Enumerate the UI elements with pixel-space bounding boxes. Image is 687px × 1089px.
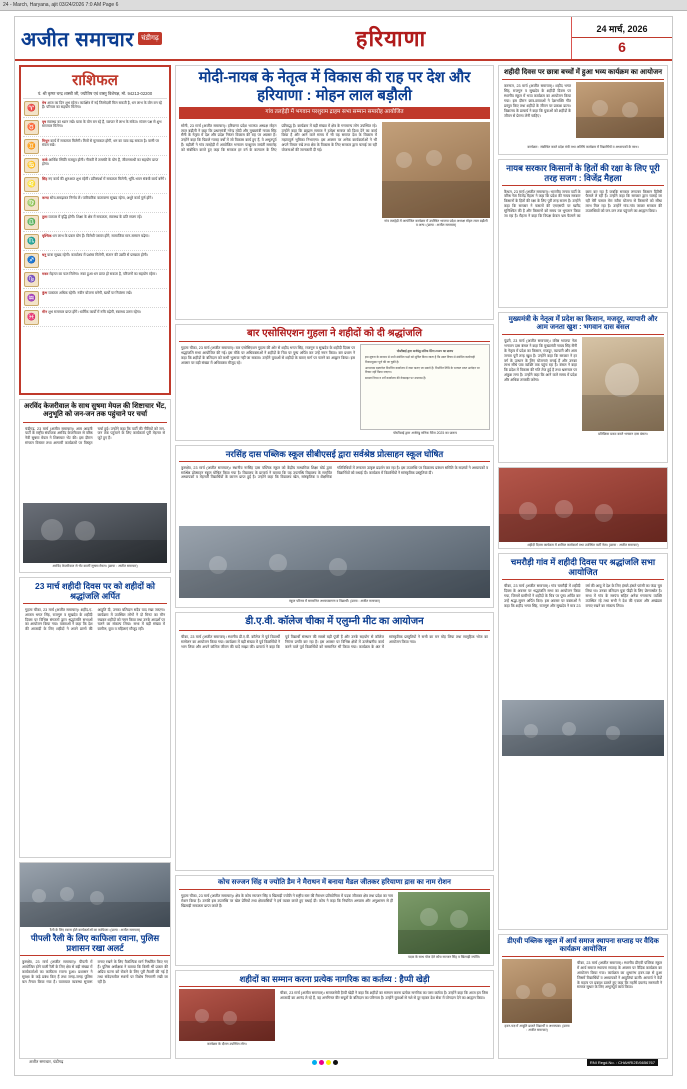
zodiac-virgo-icon: ♍	[24, 196, 39, 211]
notice-line: इस सूचना के माध्यम से सभी संबंधित पक्षों को सूचित किया जाता है कि उक्त विषय से संबंधित कार्यवाही नियमानुसार पूर्ण की जा चुकी है।	[365, 355, 475, 364]
article-body: गुहला चीका, 23 मार्च (अजीत समाचार)। शहीद-ए-आजम भगत सिंह, राजगुरु व सुखदेव के शहीदी दिवस पर विभिन्न संगठनों द्वारा श्रद्धांजलि सभाओं का आयोजन किया गया। वक्ताओं ने कहा कि देश की आजादी के लिए शहीदों ने अपने प्राणों की आहुति दी, उनका बलिदान सदैव याद रखा जाएगा। कार्यक्रम में उपस्थित लोगों ने दो मिनट का मौन रखकर शहीदों को नमन किया तथा उनके आदर्शों पर चलने का संकल्प लिया। सभा में बड़ी संख्या में ग्रामीण, युवा व महिलाएं मौजूद रहीं।	[25, 607, 165, 632]
article-subhead: गांव तलहेड़ी में भगवान परशुराम द्राहम सभा सम्मान समारोह आयोजित	[179, 107, 490, 118]
masthead	[15, 17, 672, 61]
article-photo	[398, 892, 490, 954]
photo-caption: कार्यक्रम के दौरान उपस्थित लोग।	[207, 1042, 247, 1046]
article-headline: डीएवी पब्लिक स्कूल में आर्य समाज स्थापना सप्ताह पर वैदिक कार्यक्रम आयोजित	[507, 937, 659, 953]
zodiac-libra-icon: ♎	[24, 215, 39, 230]
article-photo	[382, 122, 490, 218]
column-left	[19, 65, 171, 1059]
newspaper-sheet	[14, 16, 673, 1076]
state-edition-title: हरियाणा	[355, 26, 427, 51]
list-item	[23, 156, 167, 175]
article-photo	[23, 503, 167, 563]
article-kejriwal	[19, 399, 171, 573]
article-body: गुहला चीका, 23 मार्च (अजीत समाचार)। बार एसोसिएशन गुहला की ओर से शहीद भगत सिंह, राजगुरु व सुखदेव के शहीदी दिवस पर श्रद्धांजलि सभा आयोजित की गई। इस मौके पर अधिवक्ताओं ने शहीदों के चित्र पर पुष्प अर्पित कर उन्हें नमन किया। बार प्रधान ने कहा कि शहीदों के बलिदान को कभी भुलाया नहीं जा सकता। उन्होंने युवाओं से शहीदों के बताए मार्ग पर चलने का आह्वान किया। इस अवसर पर बड़ी संख्या में अधिवक्ता मौजूद रहे।	[181, 346, 355, 366]
issue-date: 24 मार्च, 2026	[572, 20, 672, 38]
photo-caption: रैली के लिए रवाना होते कार्यकर्ताओं का काफिला। (छाया : अजीत समाचार)	[49, 927, 141, 932]
divider	[179, 461, 490, 462]
notice-line: आवश्यक दस्तावेज निर्धारित कार्यालय में जमा कराए जा सकते हैं। निर्धारित तिथि के पश्चात प्राप्त आवेदन पर विचार नहीं किया जाएगा।	[365, 365, 480, 374]
yellow-dot	[326, 1060, 331, 1065]
masthead-center	[211, 17, 571, 59]
divider	[23, 422, 167, 423]
article-shaheed-samman	[175, 970, 494, 1059]
divider	[502, 334, 664, 335]
masthead-left	[15, 17, 211, 59]
article-body: करनाल, 23 मार्च (अजीत समाचार)। शहीद भगत सिंह, राजगुरु व सुखदेव के शहीदी दिवस पर स्थानीय स्कूल में भव्य कार्यक्रम का आयोजन किया गया। इस दौरान छात्र-छात्राओं ने देशभक्ति गीत प्रस्तुत किए तथा शहीदों के जीवन पर प्रकाश डाला। विद्यालय के प्राचार्य ने कहा कि युवाओं को शहीदों के जीवन से प्रेरणा लेनी चाहिए।	[504, 84, 571, 118]
photo-caption: स्कूल परिसर में सम्मानित अध्यापकगण व विद्यार्थी। (छाया : अजीत समाचार)	[289, 598, 380, 603]
article-dav-college	[175, 612, 494, 871]
registration-number: RNI Regd.No. : CHAHRI2E/6656767	[587, 1059, 658, 1066]
rashifal-text: तुला व्यापार में वृद्धि होगी। शिक्षा के क्षेत्र में सफलता, स्वास्थ्य के प्रति सजग रहें।	[42, 214, 142, 219]
samman-content	[179, 989, 490, 1055]
page-columns	[15, 61, 672, 1063]
article-cpi	[498, 467, 668, 549]
zodiac-leo-icon: ♌	[24, 177, 39, 192]
zodiac-aries-icon: ♈	[24, 101, 39, 116]
article-headline: शहीदी दिवस पर छात्रा बच्चों में हुआ भव्य कार्यक्रम का आयोजन	[503, 69, 663, 76]
photo-caption: पदक के साथ पोज देते कोच सज्जन सिंह व खिलाड़ी ज्योति।	[407, 954, 481, 959]
list-item	[23, 137, 167, 156]
article-body: कुरुक्षेत्र, 23 मार्च (अजीत समाचार)। पीपली में आयोजित होने वाली रैली के लिए क्षेत्र से बड़ी संख्या में कार्यकर्ताओं का काफिला रवाना हुआ। प्रशासन ने सुरक्षा के कड़े प्रबंध किए हैं तथा जगह-जगह पुलिस बल तैनात किया गया है। यातायात व्यवस्था सुचारू बनाए रखने के लिए वैकल्पिक मार्ग निर्धारित किए गए हैं। पुलिस अधीक्षक ने बताया कि किसी भी प्रकार की अप्रिय घटना को रोकने के लिए पूरी तैयारी की गई है तथा संवेदनशील स्थानों पर विशेष निगरानी रखी जा रही है।	[22, 960, 168, 984]
zodiac-capricorn-icon: ♑	[24, 272, 39, 287]
article-nayab-sarkar	[498, 159, 668, 308]
black-dot	[333, 1060, 338, 1065]
article-bar-association	[175, 324, 494, 441]
paper-title: अजीत समाचार	[21, 28, 134, 51]
edition-city-badge: चंडीगढ़	[138, 32, 162, 45]
rashifal-text: धनु यात्रा सुखद रहेगी। कार्यालय में प्रशंसा मिलेगी, संतान की उन्नति से प्रसन्नता होगी।	[42, 252, 148, 257]
photo-caption: अरविंद केजरीवाल से भेंट करतीं सुषमा मेयल। (छाया : अजीत समाचार)	[52, 563, 138, 568]
magenta-dot	[319, 1060, 324, 1065]
article-photo	[499, 468, 667, 542]
zodiac-pisces-icon: ♓	[24, 310, 39, 325]
article-headline: नरसिंह दास पब्लिक स्कूल सीबीएसई द्वारा सर्वश्रेष्ठ प्रोत्साहन स्कूल घोषित	[225, 448, 444, 459]
cm-content	[502, 337, 664, 459]
page-number: 6	[618, 39, 626, 55]
photo-caption: कार्यक्रम : संबोधित करते प्रदेश मंत्री तथा अतिथि कार्यक्रम में विद्यार्थियों व अध्यापकों के साथ।	[527, 145, 639, 150]
article-headline: 23 मार्च शहीदी दिवस पर को शहीदों को श्रद्धांजलि अर्पित	[34, 580, 156, 601]
zodiac-taurus-icon: ♉	[24, 120, 39, 135]
rashifal-subtitle: पं. श्री कृष्ण चन्द्र शास्त्री जी, ज्योतिष एवं वास्तु विशेषज्ञ, मो. 94213-02200	[23, 91, 167, 99]
article-photo	[576, 82, 664, 138]
notice-title: पोस्टीबाई द्वारा अर्जमंडु सनिक मैटेरा 2025 का प्रारूप	[396, 349, 454, 354]
list-item	[23, 308, 167, 327]
article-headline: पीपली रैली के लिए काफिला रवाना, पुलिस प्रशासन रखा अलर्ट	[30, 932, 160, 953]
rashifal-box	[19, 65, 171, 395]
divider	[20, 955, 170, 956]
article-body: कैथल, 23 मार्च (अजीत समाचार)। भारतीय जनता पार्टी के वरिष्ठ नेता विजेंद्र मैहला ने कहा कि प्रदेश की नायब सरकार किसानों के हितों की रक्षा के लिए पूरी तरह सजग है। उन्होंने कहा कि सरकार ने फसलों की एमएसपी पर खरीद सुनिश्चित की है और किसानों को समय पर भुगतान किया जा रहा है। मैहला ने कहा कि विपक्ष केवल भ्रम फैलाने का काम कर रहा है जबकि सरकार लगातार किसान हितैषी फैसले ले रही है। उन्होंने कहा कि सरकार द्वारा चलाई जा रही मेरी फसल मेरा ब्यौरा योजना से किसानों को सीधा लाभ मिल रहा है। उन्होंने गांव-गांव जाकर सरकार की उपलब्धियों को जन-जन तक पहुंचाने का आह्वान किया।	[504, 189, 662, 218]
article-headline: डी.ए.वी. कॉलेज चीका में एलुम्नी मीट का आयोजन	[245, 615, 424, 627]
article-march23	[19, 577, 171, 858]
notice-document	[360, 344, 490, 430]
article-shahidi-school	[498, 65, 668, 155]
article-headline: कोच सज्जन सिंह व ज्योति डैम ने मैराथन में बनाया मैडल जीतकर हरियाणा द्रास का नाम रोशन	[218, 878, 451, 886]
footer-left-text: अजीत समाचार, चंडीगढ़	[29, 1059, 64, 1064]
article-dipo-dav	[498, 934, 668, 1060]
article-koach	[175, 875, 494, 966]
zodiac-aquarius-icon: ♒	[24, 291, 39, 306]
column-center	[175, 65, 494, 1059]
divider	[23, 603, 167, 604]
divider	[502, 579, 664, 580]
article-headline: शहीदों का सम्मान करना प्रत्येक नागरिक का कर्तव्य : हैप्पी खेड़ी	[239, 973, 430, 984]
rashifal-text: वृष स्वास्थ्य का ध्यान रखें। यात्रा के योग बन रहे हैं, व्यापार में लाभ के संकेत। संतान पक्ष से शुभ समाचार मिलेगा।	[42, 119, 162, 129]
article-body: चीका, 23 मार्च (अजीत समाचार)। गांव चमरौड़ी में शहीदी दिवस के अवसर पर श्रद्धांजलि सभा का आयोजन किया गया, जिसमें ग्रामीणों ने शहीदों के चित्र पर पुष्प अर्पित कर उन्हें श्रद्धा-सुमन अर्पित किए। इस अवसर पर वक्ताओं ने कहा कि शहीद भगत सिंह, राजगुरु और सुखदेव ने मात्र 23 वर्ष की आयु में देश के लिए हंसते-हंसते फांसी का फंदा चूम लिया था। उनका बलिदान युवा पीढ़ी के लिए प्रेरणास्रोत है। सभा में गांव के सरपंच सहित अनेक गणमान्य व्यक्ति उपस्थित रहे तथा सभी ने देश की एकता और अखंडता बनाए रखने का संकल्प लिया।	[504, 584, 662, 608]
rashifal-text: कन्या सोच-समझकर निर्णय लें। पारिवारिक वातावरण सुखद रहेगा, अधूरे कार्य पूर्ण होंगे।	[42, 195, 153, 200]
photo-caption: शहीदी दिवस कार्यक्रम में शामिल कार्यकर्ता तथा उपस्थित पार्टी नेता। (छाया : अजीत समाचार)	[527, 543, 639, 548]
rashifal-text: वृश्चिक धन लाभ के प्रबल योग हैं। विरोधी परास्त होंगे, सामाजिक मान-सम्मान बढ़ेगा।	[42, 233, 150, 238]
list-item	[23, 251, 167, 270]
article-photo	[179, 526, 490, 598]
article-lead	[175, 65, 494, 320]
column-right	[498, 65, 668, 1059]
article-headline: मुख्यमंत्री के नेतृत्व में प्रदेश का किसान, मजदूर, व्यापारी और आम जनता खुश : भगवान दास बंसल	[508, 315, 658, 331]
article-chamrauli	[498, 553, 668, 929]
shahidi-content	[502, 82, 664, 144]
rashifal-text: मकर मेहनत का फल मिलेगा। रुका हुआ धन प्राप्त हो सकता है, परिजनों का सहयोग रहेगा।	[42, 271, 157, 276]
article-headline: नायब सरकार किसानों के हितों की रक्षा के लिए पूरी तरह सजग : विजेंद्र मैहला	[506, 162, 660, 183]
divider	[502, 79, 664, 80]
article-body: सोनी, 23 मार्च (अजीत समाचार)। हरियाणा प्रदेश भाजपा अध्यक्ष मोहन लाल बड़ौली ने कहा कि प्रधानमंत्री नरेन्द्र मोदी और मुख्यमंत्री नायब सिंह सैनी के नेतृत्व में देश और प्रदेश निरंतर विकास की राह पर अग्रसर है। उन्होंने कहा कि पिछले ग्यारह वर्षों में जो विकास कार्य हुए हैं, वे अभूतपूर्व हैं। बड़ौली ने गांव तलहेड़ी में आयोजित भगवान परशुराम जयंती समारोह को संबोधित करते हुए कहा कि सरकार हर वर्ग के कल्याण के लिए प्रतिबद्ध है। कार्यक्रम में बड़ी संख्या में क्षेत्र के गणमान्य लोग उपस्थित रहे। उन्होंने कहा कि ब्राह्मण समाज ने हमेशा समाज को दिशा देने का कार्य किया है और आने वाले समय में भी यह समाज देश के विकास में महत्वपूर्ण भूमिका निभाएगा। इस अवसर पर अनेक कार्यकर्ताओं ने भी अपने विचार रखे तथा क्षेत्र के विकास के लिए सरकार द्वारा चलाई जा रही योजनाओं की जानकारी दी गई।	[181, 123, 377, 153]
rashifal-text: कर्क आर्थिक स्थिति मजबूत होगी। नौकरी में तरक्की के योग हैं, जीवनसाथी का सहयोग प्राप्त होगा।	[42, 157, 159, 167]
notice-caption: पोस्टीबाई द्वारा अर्जमंडु सनिक मैटेरा 2025 का प्रारूप	[393, 431, 457, 436]
masthead-right	[571, 17, 672, 59]
list-item	[23, 213, 167, 232]
rashifal-text: सिंह नए कार्य की शुरुआत शुभ रहेगी। प्रतिस्पर्धा में सफलता मिलेगी, भूमि-भवन संबंधी कार्य बनेंगे।	[42, 176, 166, 181]
article-body: गुहला चीका, 23 मार्च (अजीत समाचार)। क्षेत्र के कोच सज्जन सिंह व खिलाड़ी ज्योति ने राष्ट्रीय स्तर की मैराथन प्रतियोगिता में पदक जीतकर क्षेत्र तथा प्रदेश का नाम रोशन किया है। उनकी इस उपलब्धि पर खेल प्रेमियों तथा क्षेत्रवासियों ने हर्ष व्यक्त करते हुए बधाई दी। कोच ने कहा कि नियमित अभ्यास और अनुशासन से ही खिलाड़ी सफलता प्राप्त करते हैं।	[181, 893, 393, 908]
article-headline: बार एसोसिएशन गुहला ने शहीदों को दी श्रद्धांजलि	[246, 327, 423, 339]
rashifal-text: मिथुन कार्य में सफलता मिलेगी। मित्रों से मुलाकात होगी, धन का व्यय बढ़ सकता है। वाणी पर संयम रखें।	[42, 138, 159, 148]
rashifal-text: मीन शुभ समाचार प्राप्त होंगे। धार्मिक कार्यों में रुचि बढ़ेगी, स्वास्थ्य उत्तम रहेगा।	[42, 309, 142, 314]
article-body: कुरुक्षेत्र, 23 मार्च (अजीत समाचार)। स्थानीय नरसिंह दास पब्लिक स्कूल को केंद्रीय माध्यमिक शिक्षा बोर्ड द्वारा सर्वश्रेष्ठ प्रोत्साहन स्कूल घोषित किया गया है। विद्यालय के प्राचार्य ने बताया कि यह उपलब्धि विद्यालय के समर्पित अध्यापकों व मेहनती विद्यार्थियों के कारण प्राप्त हुई है। उन्होंने कहा कि विद्यालय खेल, सांस्कृतिक व शैक्षणिक गतिविधियों में लगातार उत्कृष्ट प्रदर्शन कर रहा है। इस उपलब्धि पर विद्यालय प्रबंधन समिति के सदस्यों ने अध्यापकों व विद्यार्थियों को बधाई दी। कार्यक्रम में विद्यार्थियों ने सांस्कृतिक प्रस्तुतियां दीं।	[181, 465, 488, 480]
photo-caption: प्रतिक्रिया प्रकट करते भगवान दास बंसल।	[598, 432, 648, 437]
zodiac-scorpio-icon: ♏	[24, 234, 39, 249]
list-item	[23, 232, 167, 251]
photo-caption: हवन-यज्ञ में आहुति डालते विद्यार्थी व अध्यापक। (छाया : अजीत समाचार)	[504, 1024, 570, 1033]
article-headline: अरविंद केजरीवाल के साथ सुषमा मेयल की शिष्टाचार भेंट, अनुभूति को जन-जन तक पहुंचाने पर चर्चा	[23, 403, 167, 419]
zodiac-cancer-icon: ♋	[24, 158, 39, 173]
divider	[179, 630, 490, 631]
list-item	[23, 99, 167, 118]
divider	[179, 341, 490, 342]
rashifal-title: राशिफल	[72, 72, 118, 89]
article-photo	[20, 863, 170, 927]
divider	[502, 185, 664, 186]
rashifal-text: कुंभ व्यस्तता अधिक रहेगी। नवीन योजना बनेगी, खर्चों पर नियंत्रण रखें।	[42, 290, 132, 295]
bar-content	[179, 344, 490, 436]
article-photo	[502, 700, 664, 756]
article-photo	[179, 989, 275, 1041]
article-headline: मोदी-नायब के नेतृत्व में विकास की राह पर देश और हरियाणा : मोहन लाल बड़ौली	[198, 69, 471, 104]
article-body: चंडीगढ़, 23 मार्च (अजीत समाचार)। आम आदमी पार्टी के राष्ट्रीय संयोजक अरविंद केजरीवाल से वरिष्ठ नेत्री सुषमा मेयल ने शिष्टाचार भेंट की। इस दौरान संगठन विस्तार तथा आगामी कार्यक्रमों पर विस्तृत चर्चा हुई। उन्होंने कहा कि पार्टी की नीतियों को जन-जन तक पहुंचाने के लिए कार्यकर्ता पूरी मेहनत से जुटे हुए हैं।	[25, 426, 165, 446]
article-headline: चमरौड़ी गांव में शहीदी दिवस पर श्रद्धांजलि सभा आयोजित	[510, 557, 656, 578]
list-item	[23, 270, 167, 289]
article-body: चीका, 23 मार्च (अजीत समाचार)। स्थानीय डीएवी पब्लिक स्कूल में आर्य समाज स्थापना सप्ताह के अवसर पर वैदिक कार्यक्रम का आयोजन किया गया। कार्यक्रम का शुभारंभ हवन-यज्ञ से हुआ जिसमें विद्यार्थियों व अध्यापकों ने आहुतियां डालीं। आचार्य ने वेदों के महत्व पर प्रकाश डालते हुए कहा कि महर्षि दयानंद सरस्वती ने समाज सुधार के लिए अभूतपूर्व कार्य किया।	[577, 961, 662, 990]
koach-content	[179, 892, 490, 962]
article-photo	[502, 959, 572, 1023]
divider	[179, 986, 490, 987]
divider	[502, 956, 664, 957]
list-item	[23, 289, 167, 308]
notice-line: समस्त नियम व शर्तें कार्यालय की वेबसाइट पर उपलब्ध हैं।	[365, 375, 427, 380]
list-item	[23, 175, 167, 194]
lead-content	[179, 122, 490, 316]
photo-caption: गांव तलहेड़ी में आयोजित कार्यक्रम में उपस्थित भाजपा प्रदेश अध्यक्ष मोहन लाल बड़ौली व अन्य। (छाया : अजीत समाचार)	[384, 218, 488, 227]
browser-tab-bar	[0, 0, 687, 11]
browser-tab-title: 24 - March, Haryana, ajit 03/24/2026 7:0 AM Page 6	[3, 2, 119, 8]
cyan-dot	[312, 1060, 317, 1065]
article-body: पूंडरी, 23 मार्च (अजीत समाचार)। वरिष्ठ भाजपा नेता भगवान दास बंसल ने कहा कि मुख्यमंत्री नायब सिंह सैनी के नेतृत्व में प्रदेश का किसान, मजदूर, व्यापारी और आम जनता पूरी तरह खुश है। उन्होंने कहा कि सरकार ने हर वर्ग के उत्थान के लिए योजनाएं बनाई हैं और उनका लाभ सीधे पात्र व्यक्ति तक पहुंच रहा है। बंसल ने कहा कि प्रदेश में विकास की गति तेज हुई है तथा भ्रष्टाचार पर अंकुश लगा है। उन्होंने कहा कि आने वाले समय में प्रदेश और अधिक तरक्की करेगा।	[504, 339, 577, 383]
divider	[179, 889, 490, 890]
article-mukhyamantri	[498, 312, 668, 464]
article-peepli	[19, 862, 171, 1059]
zodiac-gemini-icon: ♊	[24, 139, 39, 154]
zodiac-sagittarius-icon: ♐	[24, 253, 39, 268]
color-registration-marks	[312, 1060, 338, 1065]
page-footer	[29, 1055, 658, 1069]
dipo-content	[502, 959, 664, 1055]
article-narsingh-school	[175, 445, 494, 608]
list-item	[23, 118, 167, 137]
list-item	[23, 194, 167, 213]
article-body: चीका, 23 मार्च (अजीत समाचार)। समाजसेवी हैप्पी खेड़ी ने कहा कि शहीदों का सम्मान करना प्रत्येक नागरिक का परम कर्तव्य है। उन्होंने कहा कि आज हम जिस आजादी का आनंद ले रहे हैं, वह अनगिनत वीर सपूतों के बलिदान का परिणाम है। उन्होंने युवाओं से नशे से दूर रहकर देश सेवा में योगदान देने का आह्वान किया।	[280, 991, 488, 1000]
rashifal-text: मेष आज का दिन शुभ रहेगा। कार्यक्षेत्र में नई जिम्मेदारी मिल सकती है, धन लाभ के योग बन रहे हैं। परिवार का सहयोग मिलेगा।	[42, 100, 162, 110]
article-body: चीका, 23 मार्च (अजीत समाचार)। स्थानीय डी.ए.वी. कॉलेज में पूर्व विद्यार्थी सम्मेलन का आयोजन किया गया। कार्यक्रम में बड़ी संख्या में पूर्व विद्यार्थियों ने भाग लिया और अपने कॉलेज जीवन की यादें साझा कीं। प्राचार्य ने कहा कि पूर्व विद्यार्थी संस्थान की सबसे बड़ी पूंजी हैं और उनके सहयोग से कॉलेज निरंतर प्रगति कर रहा है। इस अवसर पर विभिन्न क्षेत्रों में उल्लेखनीय कार्य करने वाले पूर्व विद्यार्थियों को सम्मानित भी किया गया। कार्यक्रम के अंत में सांस्कृतिक प्रस्तुतियों ने सभी का मन मोह लिया तथा सामूहिक भोज का आयोजन किया गया।	[181, 634, 488, 649]
portrait-photo	[582, 337, 664, 431]
